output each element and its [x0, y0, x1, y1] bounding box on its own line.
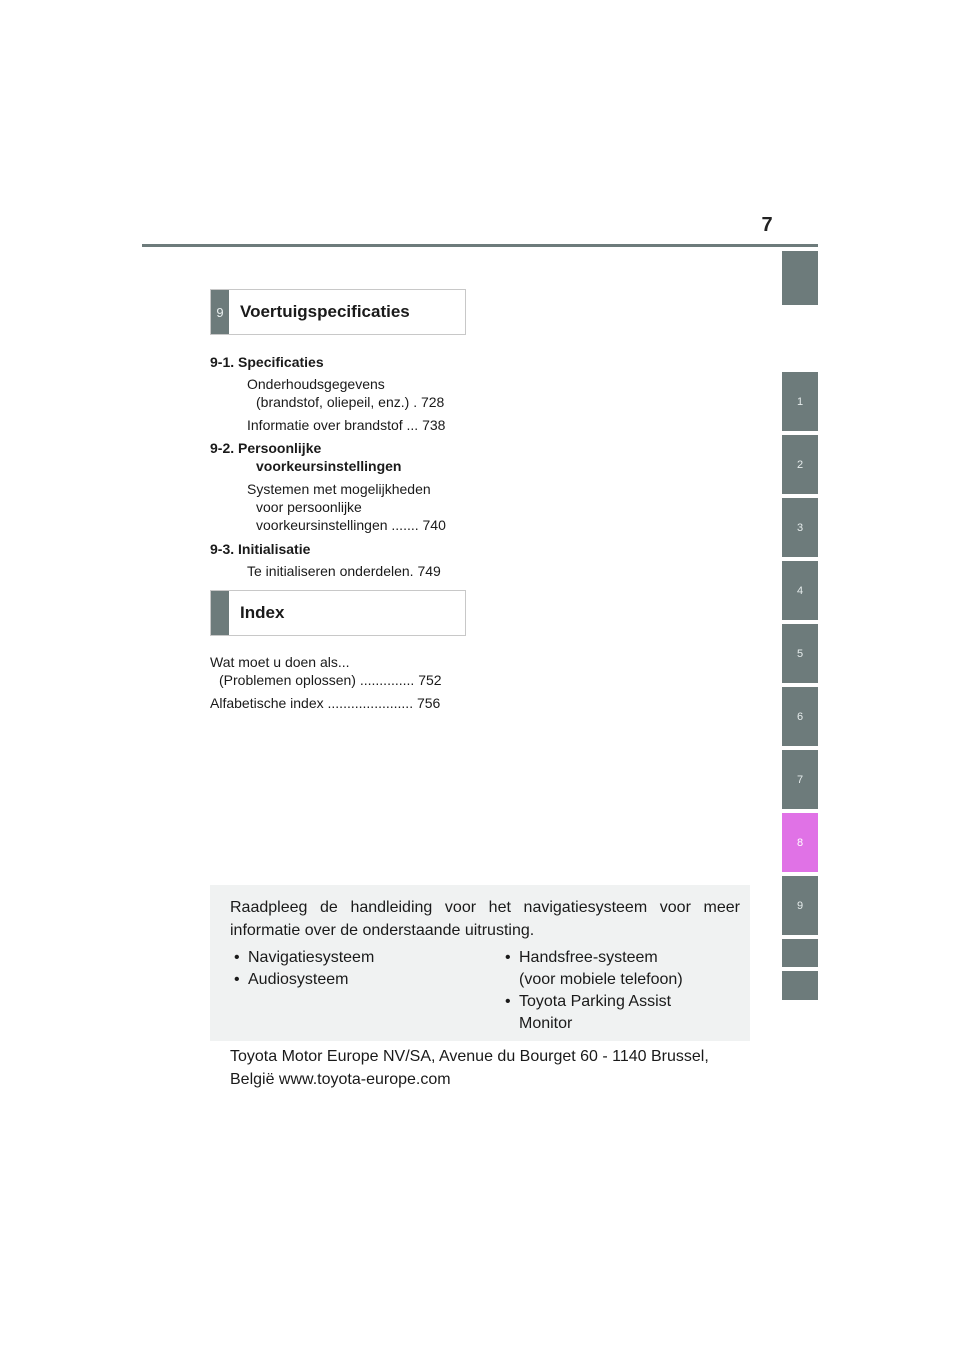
side-tab-9[interactable]: 9: [782, 876, 818, 935]
side-tab-7[interactable]: 7: [782, 750, 818, 809]
section-number: 9: [211, 290, 229, 334]
bullet-handsfree: • Handsfree-systeem: [505, 949, 658, 966]
info-text: Raadpleeg de handleiding voor het navigatiesysteem voor meer informatie over de onderstaande uitrusting.: [230, 899, 740, 939]
header-rule: [142, 244, 818, 247]
footer-line-2: België www.toyota-europe.com: [230, 1071, 451, 1088]
side-tab-5[interactable]: 5: [782, 624, 818, 683]
toc-item-wat-moet-u-doen[interactable]: Wat moet u doen als...: [210, 654, 350, 670]
bullet-parking-assist: • Toyota Parking Assist: [505, 993, 672, 1010]
bullet-handsfree-cont: (voor mobiele telefoon): [519, 971, 683, 988]
side-tab-1[interactable]: 1: [782, 372, 818, 431]
toc-item-systemen-cont2[interactable]: voorkeursinstellingen ....... 740: [256, 517, 446, 533]
toc-heading-9-2[interactable]: 9-2. Persoonlijke: [210, 440, 322, 456]
footer-address: [230, 1045, 709, 1091]
side-tab-4[interactable]: 4: [782, 561, 818, 620]
section-title: Voertuigspecificaties: [240, 302, 410, 321]
side-tab-blank-2[interactable]: [782, 971, 818, 1000]
side-tab-8[interactable]: 8: [782, 813, 818, 872]
toc-heading-9-2-cont[interactable]: voorkeursinstellingen: [256, 458, 402, 474]
bullet-audiosysteem: • Audiosysteem: [234, 971, 349, 988]
side-tab-3[interactable]: 3: [782, 498, 818, 557]
bullet-navigatiesysteem: • Navigatiesysteem: [234, 949, 375, 966]
side-tab-blank-1[interactable]: [782, 939, 818, 967]
toc-item-problemen-oplossen[interactable]: (Problemen oplossen) .............. 752: [219, 672, 442, 688]
toc-item-te-initialiseren[interactable]: Te initialiseren onderdelen. 749: [247, 563, 441, 579]
toc-item-informatie-brandstof[interactable]: Informatie over brandstof ... 738: [247, 417, 446, 433]
toc-item-systemen-cont1[interactable]: voor persoonlijke: [256, 499, 362, 515]
side-tab-blank-top[interactable]: [782, 251, 818, 305]
toc-heading-9-3[interactable]: 9-3. Initialisatie: [210, 541, 311, 557]
toc-heading-9-1[interactable]: 9-1. Specificaties: [210, 354, 324, 370]
footer-line-1: Toyota Motor Europe NV/SA, Avenue du Bourget 60 - 1140 Brussel,: [230, 1048, 709, 1065]
toc-item-onderhoudsgegevens[interactable]: Onderhoudsgegevens: [247, 376, 385, 392]
toc-item-systemen[interactable]: Systemen met mogelijkheden: [247, 481, 431, 497]
toc-item-onderhoudsgegevens-cont[interactable]: (brandstof, oliepeil, enz.) . 728: [256, 394, 445, 410]
page-number: 7: [761, 214, 773, 236]
toc-item-alfabetische-index[interactable]: Alfabetische index ...................... 756: [210, 695, 441, 711]
section-title-index: Index: [240, 603, 285, 622]
section-number-blank: [211, 591, 229, 635]
section-header-voertuigspecificaties: [210, 289, 466, 335]
side-tab-6[interactable]: 6: [782, 687, 818, 746]
section-header-index: [210, 590, 466, 636]
side-tab-2[interactable]: 2: [782, 435, 818, 494]
bullet-parking-assist-cont: Monitor: [519, 1015, 573, 1032]
